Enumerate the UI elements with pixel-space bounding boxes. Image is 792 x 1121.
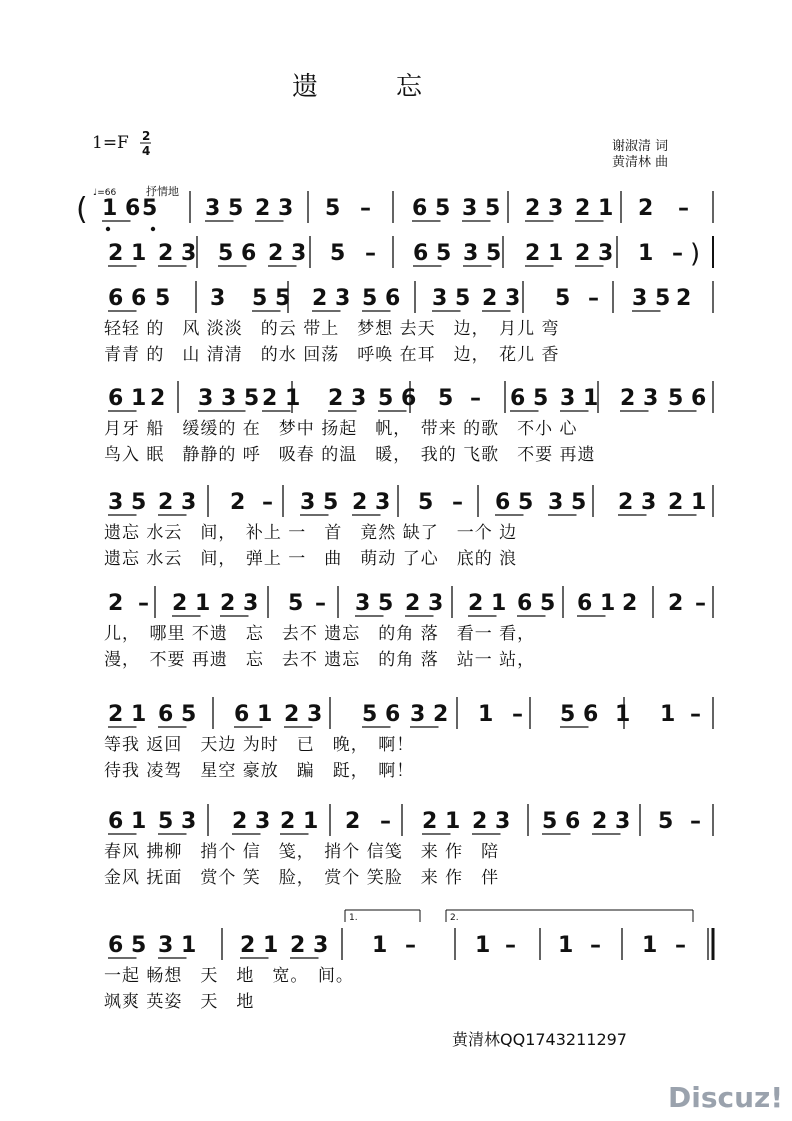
note-group: 2 3	[220, 591, 259, 616]
note-group: 2 3	[620, 386, 659, 411]
note-group: –	[262, 490, 273, 515]
note-group: 2 3	[232, 809, 271, 834]
note-group: 3 3 5	[198, 386, 260, 411]
note-group: 5 3	[158, 809, 197, 834]
note-group: –	[672, 241, 683, 266]
note-group: –	[365, 241, 376, 266]
meter-top: 2	[142, 129, 151, 143]
note-group: 2 3	[618, 490, 657, 515]
note-group: 6 5	[510, 386, 549, 411]
note-group: 5 6	[668, 386, 707, 411]
ending-one-label: 1.	[349, 913, 358, 923]
note-group: 2 1	[280, 809, 319, 834]
lyric-line: 青青 的 山 清清 的水 回荡 呼唤 在耳 边， 花儿 香	[104, 345, 560, 365]
note-group: 6 5	[413, 241, 452, 266]
note-group: 3 5	[548, 490, 587, 515]
note-group: 2 3	[268, 241, 307, 266]
octave-dot	[151, 227, 155, 231]
note-group: 2 1	[108, 241, 147, 266]
note-group: 5	[288, 591, 304, 616]
note-group: 3 5	[108, 490, 147, 515]
note-group: 2 3	[482, 286, 521, 311]
note-group: 6 1	[108, 809, 147, 834]
note-group: 2 3	[405, 591, 444, 616]
note-group: 1	[660, 702, 676, 727]
note-group: 3 5	[355, 591, 394, 616]
note-group: 5	[555, 286, 571, 311]
note-group: 2 3	[575, 241, 614, 266]
note-group: –	[405, 933, 416, 958]
note-group: 5 6	[362, 286, 401, 311]
note-group: –	[470, 386, 481, 411]
note-group: 6 1	[234, 702, 273, 727]
note-group: 2 1	[108, 702, 147, 727]
note-group: –	[512, 702, 523, 727]
note-group: –	[315, 591, 326, 616]
note-group: –	[360, 196, 371, 221]
lyric-line: 漫， 不要 再遗 忘 去不 遗忘 的角 落 站一 站，	[104, 650, 536, 670]
note-group: 2	[622, 591, 638, 616]
lyric-line: 等我 返回 天边 为时 已 晚， 啊！	[104, 735, 415, 755]
note-group: –	[138, 591, 149, 616]
note-group: 5 6	[378, 386, 417, 411]
note-group: 2 1	[575, 196, 614, 221]
note-group: 1 6	[102, 196, 141, 221]
note-group: 1	[475, 933, 491, 958]
lyric-line: 金风 抚面 赏个 笑 脸， 赏个 笑脸 来 作 伴	[104, 868, 500, 888]
lyric-line: 儿， 哪里 不遗 忘 去不 遗忘 的角 落 看一 看，	[104, 624, 536, 644]
note-group: 2	[230, 490, 246, 515]
note-group: 5 6	[560, 702, 599, 727]
note-group: 5 6	[362, 702, 401, 727]
note-group: 2 1	[240, 933, 279, 958]
note-group: 2 3	[352, 490, 391, 515]
note-group: 2 3	[472, 809, 511, 834]
lyric-line: 飒爽 英姿 天 地	[104, 992, 255, 1012]
note-group: –	[675, 933, 686, 958]
note-group: 2 3	[525, 196, 564, 221]
note-group: 5 6	[542, 809, 581, 834]
note-group: 2	[150, 386, 166, 411]
note-group: 5	[142, 196, 158, 221]
note-group: 6 6	[108, 286, 147, 311]
note-group: 6 5	[517, 591, 556, 616]
meter-bottom: 4	[142, 144, 151, 158]
close-paren: )	[690, 239, 701, 269]
note-group: –	[590, 933, 601, 958]
note-group: 3 5	[300, 490, 339, 515]
note-group: 1	[558, 933, 574, 958]
lyric-line: 轻轻 的 风 淡淡 的云 带上 梦想 去天 边， 月儿 弯	[104, 319, 560, 339]
note-group: 2 3	[592, 809, 631, 834]
note-group: 5 6	[218, 241, 257, 266]
signature-text: 黄清林QQ1743211297	[452, 1030, 627, 1049]
note-group: –	[505, 933, 516, 958]
note-group: –	[678, 196, 689, 221]
note-group: 2 3	[328, 386, 367, 411]
tempo-mark: ♩=66	[93, 188, 117, 198]
note-group: 5	[325, 196, 341, 221]
note-group: 2 1	[525, 241, 564, 266]
note-group: 2 1	[468, 591, 507, 616]
note-group: 1	[638, 241, 654, 266]
open-paren: (	[76, 192, 88, 227]
song-title: 遗 忘	[292, 72, 423, 102]
note-group: 5 5	[252, 286, 291, 311]
note-group: 2 1	[668, 490, 707, 515]
note-group: 6 5	[412, 196, 451, 221]
note-group: 1	[478, 702, 494, 727]
note-group: 3	[210, 286, 226, 311]
note-group: 3 5	[432, 286, 471, 311]
note-group: 3 5	[205, 196, 244, 221]
note-group: 5	[155, 286, 171, 311]
note-group: 2 3	[284, 702, 323, 727]
note-group: 3 1	[158, 933, 197, 958]
expression-mark: 抒情地	[146, 185, 179, 198]
note-group: 5	[658, 809, 674, 834]
note-group: –	[690, 809, 701, 834]
note-group: 5	[438, 386, 454, 411]
lyric-line: 月牙 船 缓缓的 在 梦中 扬起 帆， 带来 的歌 不小 心	[104, 419, 578, 439]
note-group: 3 5	[632, 286, 671, 311]
lyric-line: 鸟入 眠 静静的 呼 吸春 的温 暖， 我的 飞歌 不要 再遗	[104, 445, 596, 465]
note-group: –	[452, 490, 463, 515]
score-rows	[76, 191, 713, 1012]
ending-two-label: 2.	[450, 913, 459, 923]
note-group: 6 5	[158, 702, 197, 727]
note-group: 6 5	[108, 933, 147, 958]
lyric-line: 遗忘 水云 间， 弹上 一 曲 萌动 了心 底的 浪	[104, 549, 518, 569]
note-group: 6 1	[577, 591, 616, 616]
note-group: 2	[638, 196, 654, 221]
note-group: 2 3	[312, 286, 351, 311]
discuz-watermark: Discuz!	[668, 1081, 784, 1114]
key-signature: 1=F	[92, 133, 129, 153]
note-group: 2 3	[158, 490, 197, 515]
note-group: 3 2	[410, 702, 449, 727]
note-group: 2 3	[255, 196, 294, 221]
octave-dot	[106, 227, 110, 231]
note-group: 2	[676, 286, 692, 311]
note-group: 2 1	[172, 591, 211, 616]
note-group: 5	[330, 241, 346, 266]
note-group: 2	[668, 591, 684, 616]
note-group: –	[380, 809, 391, 834]
lyricist-credit: 谢淑清 词	[612, 139, 669, 154]
note-group: 2	[345, 809, 361, 834]
note-group: 3 1	[560, 386, 599, 411]
note-group: –	[690, 702, 701, 727]
note-group: 6 5	[495, 490, 534, 515]
note-group: 3 5	[462, 196, 501, 221]
lyric-line: 春风 拂柳 捎个 信 笺， 捎个 信笺 来 作 陪	[104, 842, 500, 862]
note-group: 2 3	[158, 241, 197, 266]
note-group: 2 1	[422, 809, 461, 834]
note-group: 6 1	[108, 386, 147, 411]
note-group: 1	[372, 933, 388, 958]
note-group: 3 5	[463, 241, 502, 266]
note-group: 1	[642, 933, 658, 958]
note-group: 1	[615, 702, 631, 727]
note-group: 2	[108, 591, 124, 616]
note-group: 2 1	[262, 386, 301, 411]
composer-credit: 黄清林 曲	[612, 155, 669, 170]
lyric-line: 遗忘 水云 间， 补上 一 首 竟然 缺了 一个 边	[104, 523, 518, 543]
note-group: 2 3	[290, 933, 329, 958]
note-group: –	[695, 591, 706, 616]
lyric-line: 待我 凌驾 星空 豪放 蹁 跹， 啊！	[104, 761, 415, 781]
note-group: –	[588, 286, 599, 311]
note-group: 5	[418, 490, 434, 515]
lyric-line: 一起 畅想 天 地 宽。 间。	[104, 966, 354, 986]
